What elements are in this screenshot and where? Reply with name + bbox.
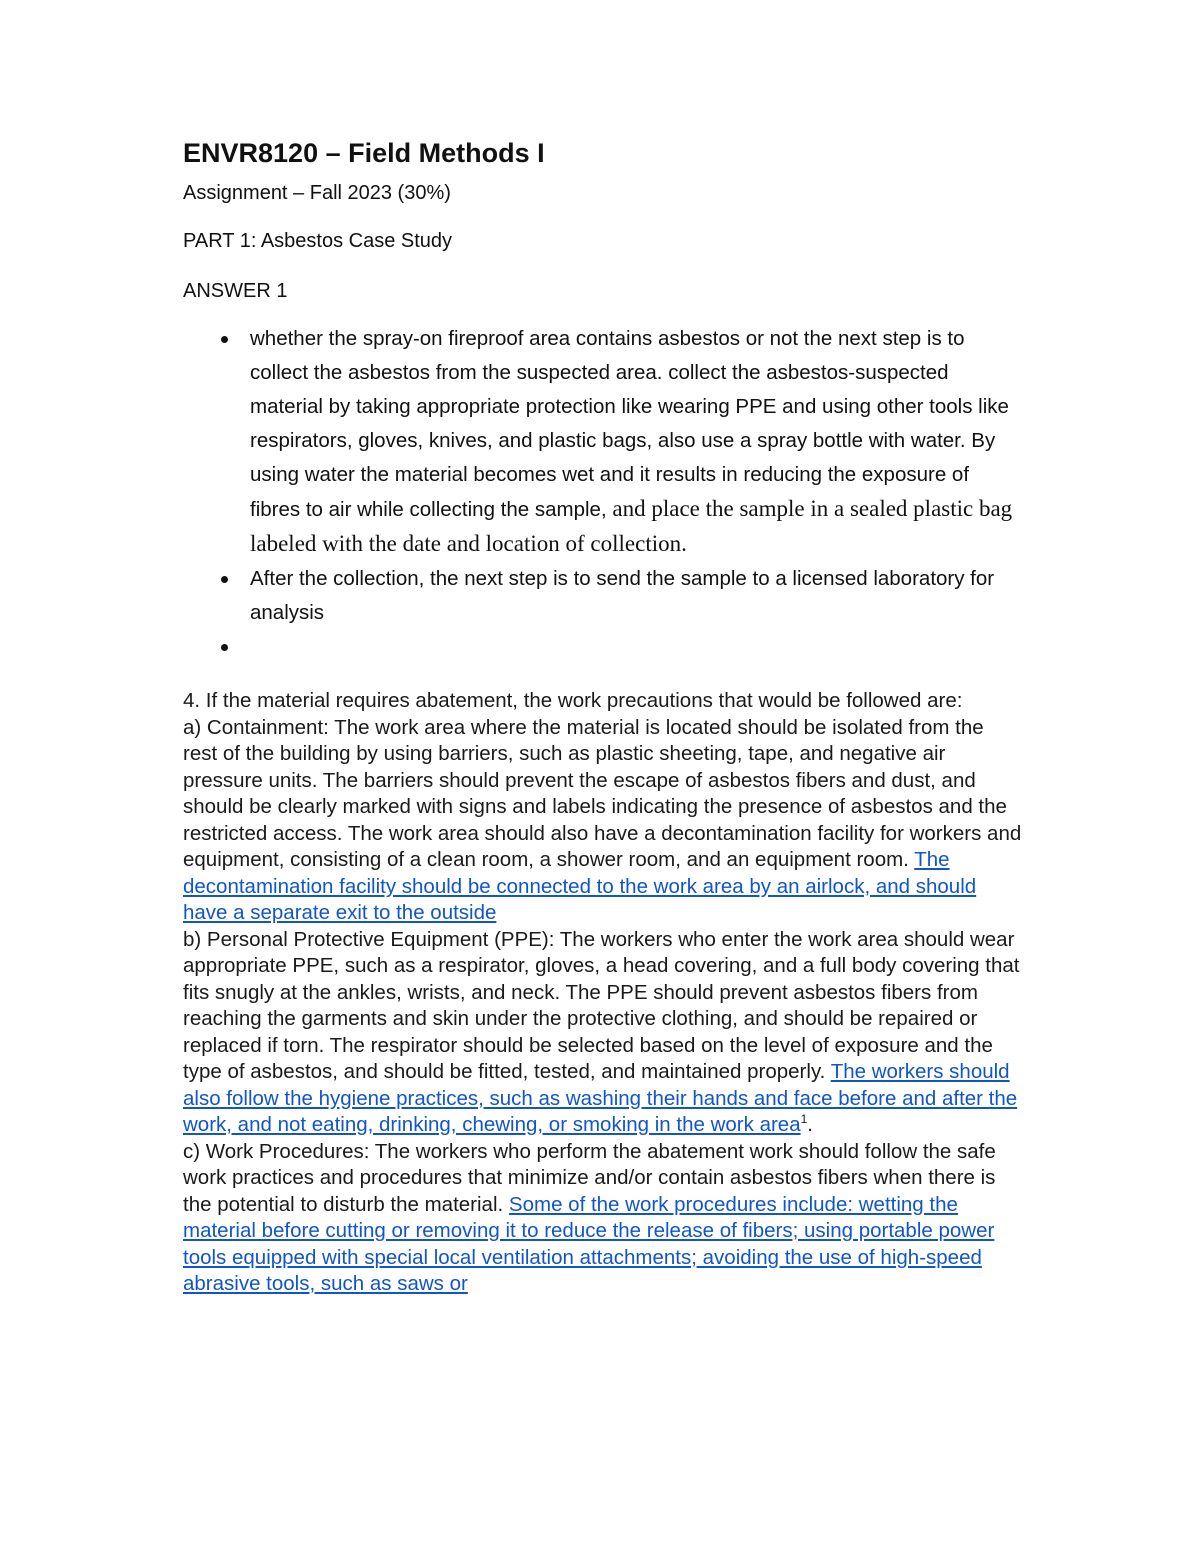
section-4b-text: b) Personal Protective Equipment (PPE): The workers who enter the work area should wear appropriate PPE, such as a respirator, gloves, a head covering, and a full body covering that fits snugly at the ankles, wrists, and neck. The PPE should prevent asbestos fibers from reaching the garments and skin under the protective clothing, and should be repaired or replaced if torn. The respirator should be selected based on the level of exposure and the type of asbestos, and should be fitted, tested, and maintained properly. [183, 927, 1020, 1083]
bullet-text-serif: and place the sample in a sealed plastic bag labeled with the date and location of collection. [250, 496, 1013, 556]
list-item [183, 562, 1023, 630]
section-4b-end: . [807, 1113, 813, 1136]
section-4a-text: a) Containment: The work area where the material is located should be isolated from the rest of the building by using barriers, such as plastic sheeting, tape, and negative air pressure units. The barriers should prevent the escape of asbestos fibers and dust, and should be clearly marked with signs and labels indicating the presence of asbestos and the restricted access. The work area should also have a decontamination facility for workers and equipment, consisting of a clean room, a shower room, and an equipment room. [183, 715, 1022, 871]
bullet-dot-icon [221, 576, 228, 583]
section-4c-text: c) Work Procedures: The workers who perform the abatement work should follow the safe work practices and procedures that minimize and/or contain asbestos fibers when there is the potential to disturb the material. [183, 1139, 996, 1216]
answer-heading: ANSWER 1 [183, 280, 288, 302]
section-4a-link[interactable]: The decontamination facility should be connected to the work area by an airlock, and should have a separate exit to the outside [183, 848, 977, 924]
section-4 [183, 688, 1023, 1298]
list-item [183, 322, 1023, 562]
list-item-empty [183, 630, 1023, 664]
section-4-intro: 4. If the material requires abatement, the work precautions that would be followed are: [183, 689, 963, 712]
bullet-text: After the collection, the next step is to send the sample to a licensed laboratory for analysis [250, 567, 995, 624]
section-4a [183, 715, 1023, 927]
section-4c [183, 1139, 1023, 1298]
bullet-dot-icon [221, 644, 228, 651]
document-content [183, 136, 1023, 1298]
section-4b-link[interactable]: The workers should also follow the hygiene practices, such as washing their hands and face before and after the work, and not eating, drinking, chewing, or smoking in the work area [183, 1060, 1018, 1136]
bullet-text: whether the spray-on fireproof area contains asbestos or not the next step is to collect the asbestos from the suspected area. collect the asbestos-suspected material by taking appropriate protection like wearing PPE and using other tools like respirators, gloves, knives, and plastic bags, also use a spray bottle with water. By using water the material becomes wet and it results in reducing the exposure of fibres to air while collecting the sample, [250, 327, 1009, 521]
bullet-dot-icon [221, 336, 228, 343]
part-heading: PART 1: Asbestos Case Study [183, 230, 453, 252]
document-title: ENVR8120 – Field Methods I [183, 138, 545, 168]
assignment-subtitle: Assignment – Fall 2023 (30%) [183, 182, 451, 204]
footnote-marker: 1 [800, 1112, 808, 1127]
section-4c-link[interactable]: Some of the work procedures include: wetting the material before cutting or removing it to reduce the release of fibers; using portable power tools equipped with special local ventilation attachments; avoiding the use of high-speed abrasive tools, such as saws or [183, 1192, 995, 1295]
answer-bullet-list [183, 322, 1023, 664]
section-4b [183, 927, 1023, 1139]
